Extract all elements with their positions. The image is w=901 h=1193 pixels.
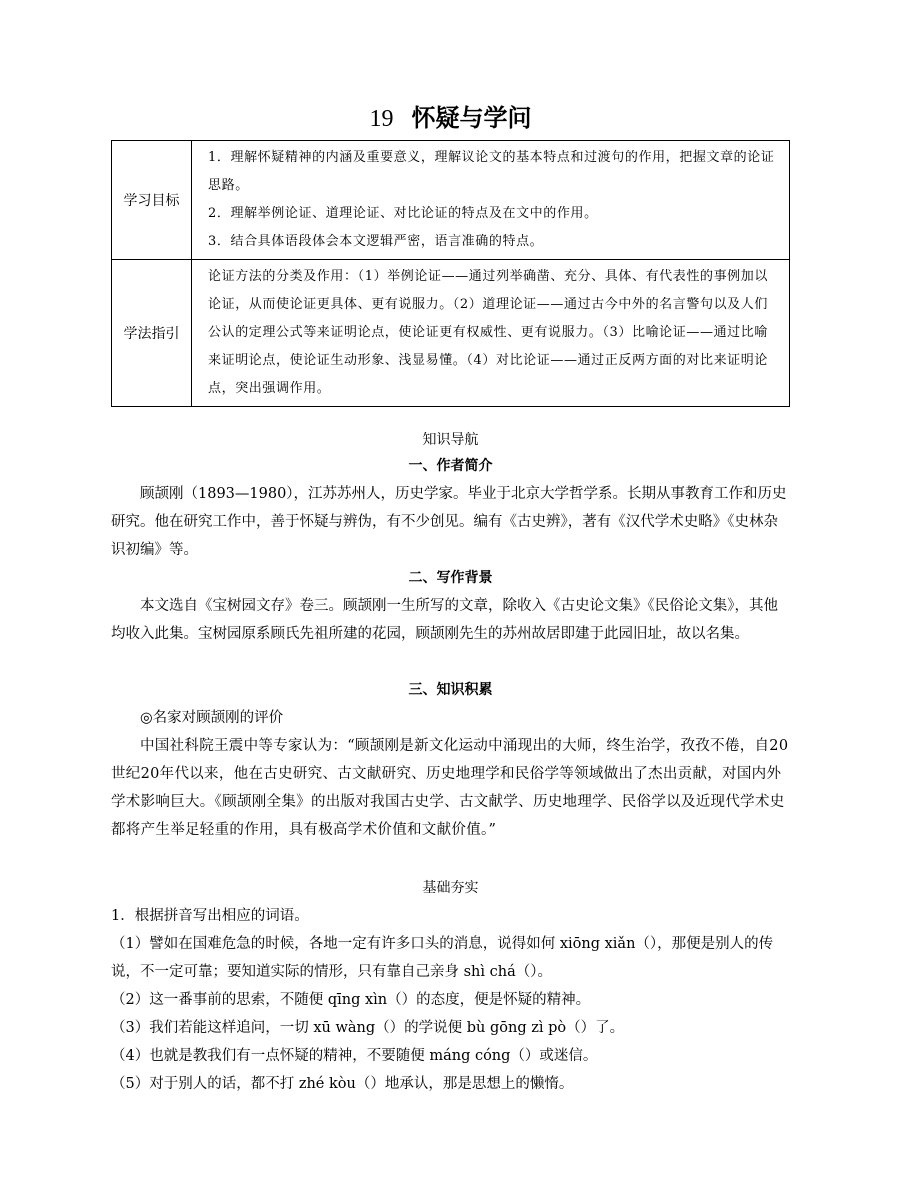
objective-line: 2．理解举例论证、道理论证、对比论证的特点及在文中的作用。	[208, 206, 598, 221]
table-row	[112, 141, 790, 260]
accumulation-heading: 三、知识积累	[408, 682, 493, 698]
background-text: 本文选自《宝树园文存》卷三。顾颉刚一生所写的文章，除收入《古史论文集》《民俗论文集》，其他均收入此集。宝树园原系顾氏先祖所建的花园，顾颉刚先生的苏州故居即建于此园旧址，故以名集。	[111, 598, 778, 642]
exercise-item: （4）也就是教我们有一点怀疑的精神，不要随便 máng cóng（）或迷信。	[111, 1048, 598, 1064]
question-text: 1．根据拼音写出相应的词语。	[111, 908, 309, 924]
method-content	[192, 260, 790, 407]
row-label-objectives: 学习目标	[112, 141, 192, 260]
table-row	[112, 260, 790, 407]
exercise-item: （3）我们若能这样追问，一切 xū wàng（）的学说便 bù gōng zì pò（）了。	[111, 1020, 625, 1036]
lesson-title: 怀疑与学问	[411, 104, 532, 132]
accumulation-text: 中国社科院王震中等专家认为：“顾颉刚是新文化运动中涌现出的大师，终生治学，孜孜不倦，自20世纪20年代以来，他在古史研究、古文献研究、历史地理学和民俗学等领域做出了杰出贡献，对国内外学术影响巨大。《顾颉刚全集》的出版对我国古史学、古文献学、历史地理学、民俗学以及近现代学术史都将产生举足轻重的作用，具有极高学术价值和文献价值。”	[111, 738, 789, 838]
document-title	[0, 104, 901, 133]
row-label-method: 学法指引	[112, 260, 192, 407]
objectives-content	[192, 141, 790, 260]
accumulation-subheading: ◎名家对顾颉刚的评价	[140, 710, 284, 726]
lesson-number: 19	[369, 106, 394, 132]
objective-line: 1．理解怀疑精神的内涵及重要意义，理解议论文的基本特点和过渡句的作用，把握文章的论证思路。	[208, 150, 775, 193]
exercise-item: （5）对于别人的话，都不打 zhé kòu（）地承认，那是思想上的懒惰。	[111, 1076, 574, 1092]
accumulation-paragraph	[111, 704, 790, 844]
basics-exercise	[111, 902, 790, 1098]
objectives-table	[111, 140, 790, 407]
objective-line: 3．结合具体语段体会本文逻辑严密，语言准确的特点。	[208, 234, 544, 249]
author-text: 顾颉刚（1893—1980），江苏苏州人，历史学家。毕业于北京大学哲学系。长期从事教育工作和历史研究。他在研究工作中，善于怀疑与辨伪，有不少创见。编有《古史辨》，著有《汉代学术史略》《史林杂识初编》等。	[111, 486, 787, 558]
method-text: 论证方法的分类及作用：（1）举例论证——通过列举确凿、充分、具体、有代表性的事例加以论证，从而使论证更具体、更有说服力。（2）道理论证——通过古今中外的名言警句以及人们公认的定理公式等来证明论点，使论证更有权威性、更有说服力。（3）比喻论证——通过比喻来证明论点，使论证生动形象、浅显易懂。（4）对比论证——通过正反两方面的对比来证明论点，突出强调作用。	[208, 269, 768, 396]
background-heading: 二、写作背景	[408, 570, 493, 586]
section-heading-knowledge: 知识导航	[422, 432, 479, 448]
exercise-item: （1）譬如在国难危急的时候，各地一定有许多口头的消息，说得如何 xiōng xiǎn（），那便是别人的传说，不一定可靠；要知道实际的情形，只有靠自己亲身 shì chá（）。	[111, 936, 774, 980]
author-paragraph	[111, 480, 790, 564]
background-paragraph	[111, 592, 790, 648]
section-heading-basics: 基础夯实	[422, 880, 479, 896]
author-heading: 一、作者简介	[408, 458, 493, 474]
exercise-item: （2）这一番事前的思索，不随便 qīng xìn（）的态度，便是怀疑的精神。	[111, 992, 591, 1008]
